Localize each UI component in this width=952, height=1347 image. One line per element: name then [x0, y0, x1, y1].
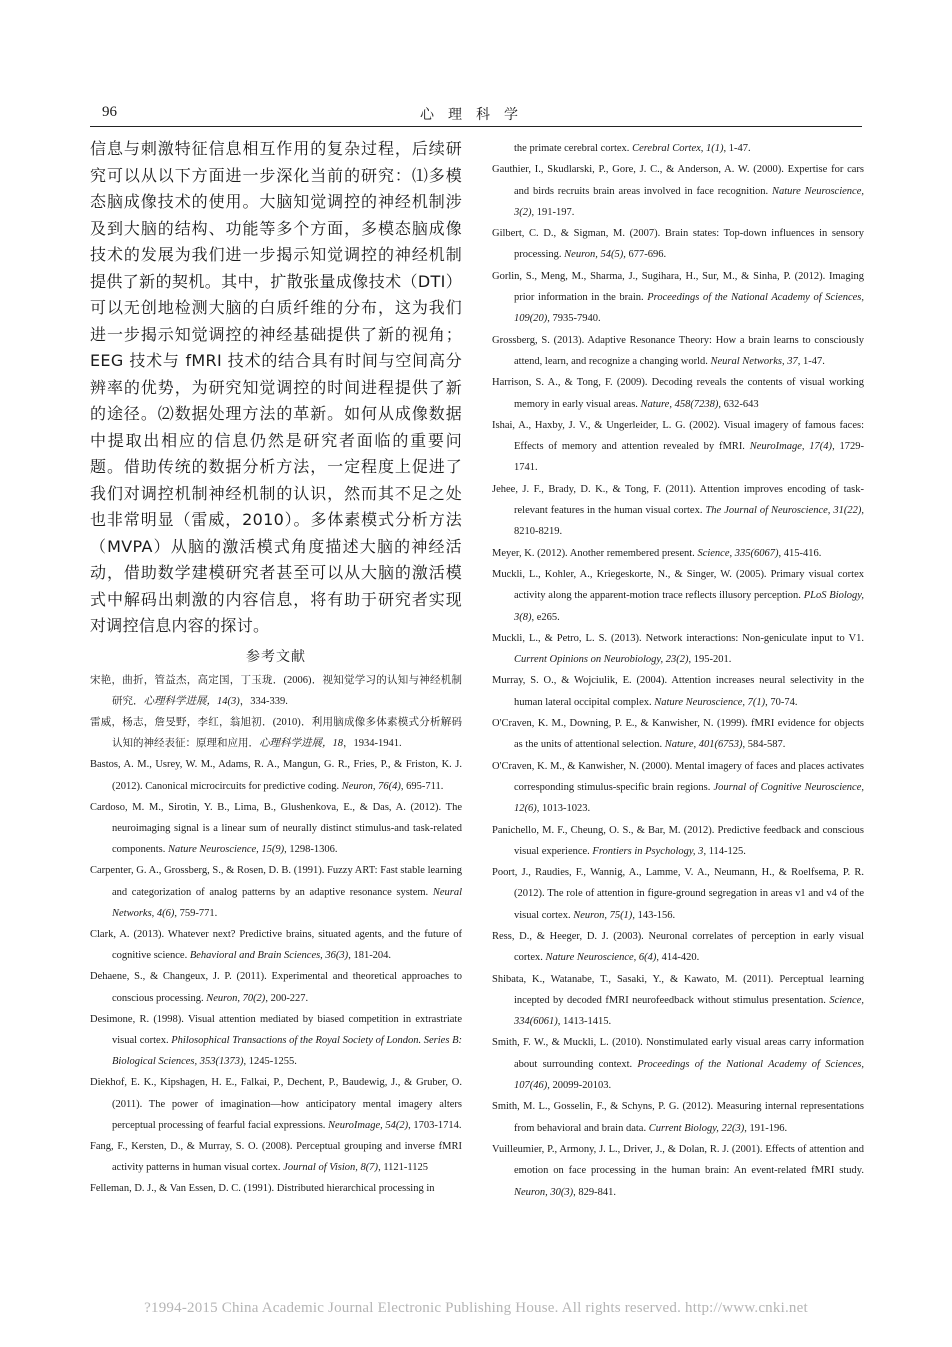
reference-pages: ，1934-1941. [343, 738, 402, 750]
reference-pages: , 1121-1125 [378, 1162, 429, 1174]
reference-text: Muckli, L., Kohler, A., Kriegeskorte, N., & Singer, W. (2005). Primary visual cortex activity along the apparent-motion trace reflects illusory perception. [492, 568, 864, 602]
header-rule [90, 126, 862, 127]
journal-title: 心理科学 [420, 107, 532, 123]
reference-text: Ress, D., & Heeger, D. J. (2003). Neuronal correlates of perception in early visual cortex. [492, 930, 864, 964]
reference-source: Journal of Vision, 8(7) [283, 1162, 379, 1174]
reference-entry [492, 670, 864, 713]
reference-entry [90, 1009, 462, 1073]
right-column [492, 138, 864, 1203]
reference-text: Smith, F. W., & Muckli, L. (2010). Nonstimulated early visual areas carry information about surrounding context. [492, 1037, 864, 1070]
reference-source: Philosophical Transactions of the Royal Society of London. Series B: Biological Sciences, 353(1373) [112, 1034, 462, 1068]
reference-entry [492, 1139, 864, 1203]
reference-entry [492, 159, 864, 223]
reference-source: Nature, 401(6753) [664, 739, 743, 751]
reference-text: Bastos, A. M., Usrey, W. M., Adams, R. A., Mangun, G. R., Fries, P., & Friston, K. J. (2012). Canonical microcircuits for predictive coding. [90, 759, 462, 792]
reference-pages: , 1729-1741. [514, 441, 865, 474]
reference-text: Ishai, A., Haxby, J. V., & Ungerleider, L. G. (2002). Visual imagery of famous faces: Effects of memory and attention revealed by fMRI. [492, 419, 864, 453]
reference-text: 宋艳，曲折，管益杰，高定国，丁玉珑．(2006)．视知觉学习的认知与神经机制研究． [90, 674, 462, 707]
reference-entry [90, 797, 462, 861]
reference-pages: , 191-196. [744, 1122, 788, 1134]
reference-text: Shibata, K., Watanabe, T., Sasaki, Y., & Kawato, M. (2011). Perceptual learning incepted by decoded fMRI neurofeedback without stimulus presentation. [492, 973, 864, 1006]
reference-source: Behavioral and Brain Sciences, 36(3) [189, 950, 349, 962]
reference-text: Meyer, K. (2012). Another remembered present. [492, 547, 698, 559]
reference-source: Neuron, 70(2) [206, 992, 266, 1004]
reference-source: 心理科学进展，14(3) [143, 695, 240, 707]
reference-source: Proceedings of the National Academy of Sciences, 107(46) [514, 1058, 865, 1092]
reference-pages: , 1013-1023. [536, 803, 591, 815]
reference-pages: , 181-204. [348, 950, 392, 962]
left-column [90, 136, 462, 1200]
reference-pages: , 1-47. [797, 355, 825, 367]
reference-text: Smith, M. L., Gosselin, F., & Schyns, P. G. (2012). Measuring internal representations from behavioral and brain data. [492, 1101, 864, 1134]
reference-entry [90, 712, 462, 754]
reference-source: 心理科学进展，18 [259, 738, 343, 750]
reference-entry [492, 628, 864, 671]
reference-entry [90, 670, 462, 712]
reference-pages: , 7935-7940. [547, 313, 601, 325]
reference-source: Nature Neuroscience, 7(1) [654, 696, 766, 708]
reference-source: Nature, 458(7238) [640, 398, 719, 410]
reference-text: Jehee, J. F., Brady, D. K., & Tong, F. (2011). Attention improves encoding of task-relevant features in the human visual cortex. [492, 483, 864, 517]
reference-pages: , 200-227. [265, 992, 309, 1004]
reference-entry [492, 820, 864, 863]
reference-source: Neural Networks, 4(6) [112, 886, 462, 919]
reference-text: Murray, S. O., & Wojciulik, E. (2004). Attention increases neural selectivity in the human lateral occipital complex. [492, 675, 864, 708]
reference-pages: , 195-201. [688, 654, 732, 666]
reference-source: Current Biology, 22(3) [648, 1122, 745, 1134]
reference-pages: , 677-696. [623, 249, 667, 261]
reference-entry [492, 713, 864, 756]
reference-text: Gauthier, I., Skudlarski, P., Gore, J. C., & Anderson, A. W. (2000). Expertise for cars and birds recruits brain areas involved in face recognition. [492, 164, 864, 197]
reference-entry [492, 756, 864, 820]
reference-pages: , 191-197. [531, 206, 575, 218]
reference-text: Gilbert, C. D., & Sigman, M. (2007). Brain states: Top-down influences in sensory processing. [492, 228, 864, 261]
reference-pages: , 632-643 [718, 398, 759, 410]
reference-pages: , 143-156. [632, 909, 676, 921]
reference-text: Panichello, M. F., Cheung, O. S., & Bar, M. (2012). Predictive feedback and conscious visual experience. [492, 824, 864, 857]
reference-entry [492, 138, 864, 159]
reference-pages: , 114-125. [703, 845, 746, 857]
reference-pages: , 1-47. [723, 143, 751, 154]
reference-entry [90, 1178, 462, 1199]
reference-text: Gorlin, S., Meng, M., Sharma, J., Sugihara, H., Sur, M., & Sinha, P. (2012). Imaging prior information in the brain. [492, 270, 864, 304]
reference-entry [492, 564, 864, 628]
reference-entry [492, 1032, 864, 1096]
reference-text: Fang, F., Kersten, D., & Murray, S. O. (2008). Perceptual grouping and inverse fMRI activity patterns in human visual cortex. [90, 1140, 462, 1174]
reference-text: the primate cerebral cortex. [514, 143, 633, 154]
reference-text: O'Craven, K. M., Downing, P. E., & Kanwisher, N. (1999). fMRI evidence for objects as the units of attentional selection. [492, 718, 864, 751]
reference-source: The Journal of Neuroscience, 31(22) [705, 505, 862, 517]
reference-source: Proceedings of the National Academy of Sciences, 109(20) [514, 292, 864, 325]
reference-pages: , 1298-1306. [284, 844, 338, 856]
page-number: 96 [102, 104, 117, 120]
body-paragraph: 信息与刺激特征信息相互作用的复杂过程，后续研究可以从以下方面进一步深化当前的研究：⑴多模态脑成像技术的使用。大脑知觉调控的神经机制涉及到大脑的结构、功能等多个方面，多模态脑成像技术的发展为我们进一步揭示知觉调控的神经机制提供了新的契机。其中，扩散张量成像技术（DTI）可以无创地检测大脑的白质纤维的分布，这为我们进一步揭示知觉调控的神经基础提供了新的视角；EEG 技术与 fMRI 技术的结合具有时间与空间高分辨率的优势，为研究知觉调控的时间进程提供了新的途径。⑵数据处理方法的革新。如何从成像数据中提取出相应的信息仍然是研究者面临的重要问题。借助传统的数据分析方法，一定程度上促进了我们对调控机制神经机制的认识，然而其不足之处也非常明显（雷威，2010）。多体素模式分析方法（MVPA）从脑的激活模式角度描述大脑的神经活动，借助数学建模研究者甚至可以从大脑的激活模式中解码出刺激的内容信息，将有助于研究者实现对调控信息内容的探讨。 [90, 139, 462, 635]
reference-source: Cerebral Cortex, 1(1) [632, 143, 724, 154]
reference-text: Carpenter, G. A., Grossberg, S., & Rosen, D. B. (1991). Fuzzy ART: Fast stable learning and categorization of analog patterns by an adaptive resonance system. [90, 865, 462, 898]
reference-entry [492, 330, 864, 373]
reference-source: Neuron, 30(3) [514, 1186, 574, 1198]
reference-list-left [90, 670, 462, 1200]
reference-entry [492, 969, 864, 1033]
reference-pages: , 1245-1255. [243, 1056, 297, 1068]
reference-source: Current Opinions on Neurobiology, 23(2) [514, 654, 689, 666]
reference-source: Neural Networks, 37 [710, 355, 798, 367]
reference-source: Science, 334(6061) [514, 994, 864, 1028]
reference-text: Vuilleumier, P., Armony, J. L., Driver, J., & Dolan, R. J. (2001). Effects of attention and emotion on face processing in the human brain: An event-related fMRI study. [492, 1143, 864, 1177]
reference-entry [492, 926, 864, 969]
reference-pages: , 1703-1714. [408, 1119, 462, 1131]
reference-entry [492, 223, 864, 266]
reference-entry [492, 415, 864, 479]
reference-pages: , 415-416. [778, 547, 822, 559]
reference-text: Cardoso, M. M., Sirotin, Y. B., Lima, B., Glushenkova, E., & Das, A. (2012). The neuroimaging signal is a linear sum of neurally distinct stimulus-and task-related components. [90, 801, 462, 856]
reference-source: Neuron, 75(1) [573, 909, 633, 921]
reference-source: PLoS Biology, 3(8) [514, 590, 864, 623]
reference-pages: , 414-420. [656, 952, 700, 964]
reference-entry [492, 372, 864, 415]
reference-entry [492, 479, 864, 543]
reference-source: NeuroImage, 17(4) [749, 441, 833, 453]
reference-entry [90, 924, 462, 966]
reference-pages: , 1413-1415. [557, 1016, 612, 1028]
reference-source: Frontiers in Psychology, 3 [592, 845, 704, 857]
reference-entry [492, 543, 864, 564]
reference-source: Nature Neuroscience, 3(2) [514, 185, 864, 218]
reference-text: Grossberg, S. (2013). Adaptive Resonance Theory: How a brain learns to consciously attend, learn, and recognize a changing world. [492, 334, 864, 367]
reference-source: Neuron, 54(5) [564, 249, 624, 261]
reference-text: Desimone, R. (1998). Visual attention mediated by biased competition in extrastriate visual cortex. [90, 1013, 462, 1046]
reference-text: 雷威，杨志，詹旻野，李红，翁旭初．(2010)．利用脑成像多体素模式分析解码认知的神经表征：原理和应用． [90, 716, 462, 750]
reference-entry [492, 1096, 864, 1139]
reference-pages: , 759-771. [174, 907, 218, 919]
reference-source: Nature Neuroscience, 6(4) [545, 952, 657, 964]
reference-pages: , 695-711. [400, 780, 444, 792]
reference-pages: ，334-339. [239, 695, 288, 707]
reference-pages: , e265. [531, 611, 560, 623]
reference-source: Science, 335(6067) [697, 547, 779, 559]
reference-entry [90, 1136, 462, 1178]
reference-entry [90, 754, 462, 796]
reference-pages: , 584-587. [742, 739, 786, 751]
reference-text: Poort, J., Raudies, F., Wannig, A., Lamme, V. A., Neumann, H., & Roelfsema, P. R. (2012). The role of attention in figure-ground segregation in areas v1 and v4 of the visual cortex. [492, 867, 864, 921]
reference-entry [492, 862, 864, 926]
reference-pages: , 829-841. [573, 1186, 616, 1198]
reference-entry [492, 266, 864, 330]
reference-list-right [492, 138, 864, 1203]
reference-entry [90, 1072, 462, 1136]
reference-entry [90, 966, 462, 1008]
reference-text: Felleman, D. J., & Van Essen, D. C. (1991). Distributed hierarchical processing in [90, 1183, 435, 1195]
reference-pages: , 70-74. [765, 696, 798, 708]
reference-pages: , 20099-20103. [547, 1080, 612, 1092]
reference-source: Neuron, 76(4) [341, 780, 401, 792]
reference-text: Clark, A. (2013). Whatever next? Predictive brains, situated agents, and the future of cognitive science. [90, 928, 462, 962]
reference-source: Nature Neuroscience, 15(9) [168, 844, 285, 856]
reference-text: Harrison, S. A., & Tong, F. (2009). Decoding reveals the contents of visual working memory in early visual areas. [492, 377, 864, 410]
reference-source: Journal of Cognitive Neuroscience, 12(6) [514, 781, 864, 815]
reference-text: Muckli, L., & Petro, L. S. (2013). Network interactions: Non-geniculate input to V1. [492, 632, 864, 644]
copyright-footer: ?1994-2015 China Academic Journal Electronic Publishing House. All rights reserved. http://www.cnki.net [144, 1300, 808, 1316]
reference-text: Diekhof, E. K., Kipshagen, H. E., Falkai, P., Dechent, P., Baudewig, J., & Gruber, O. (2011). The power of imagination—how anticipatory mental imagery alters perceptual processing of fearful facial expressions. [90, 1077, 462, 1131]
reference-source: NeuroImage, 54(2) [328, 1119, 409, 1131]
references-heading: 参考文献 [246, 648, 306, 665]
reference-text: O'Craven, K. M., & Kanwisher, N. (2000). Mental imagery of faces and places activates corresponding stimulus-specific brain regions. [492, 760, 864, 793]
reference-pages: , 8210-8219. [514, 505, 864, 538]
reference-entry [90, 860, 462, 924]
reference-text: Dehaene, S., & Changeux, J. P. (2011). Experimental and theoretical approaches to conscious processing. [90, 971, 462, 1004]
page-header [90, 104, 862, 126]
